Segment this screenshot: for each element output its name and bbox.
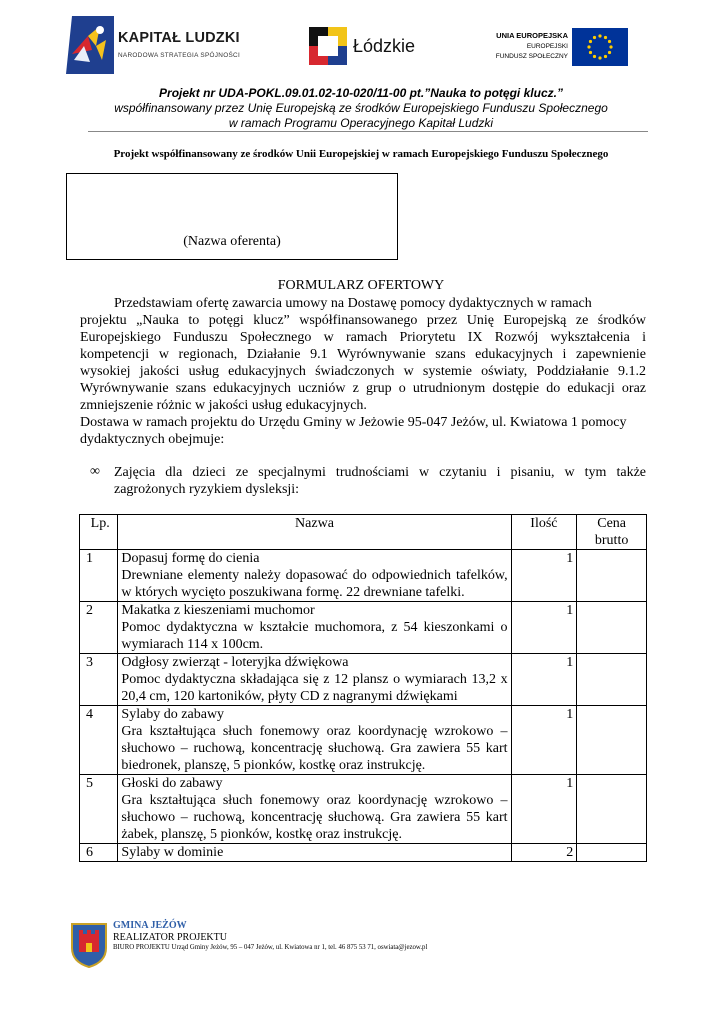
eu-star-icon: [604, 36, 607, 39]
eu-star-icon: [589, 40, 592, 43]
bullet-infinity-icon: ∞: [90, 464, 100, 479]
item-title: Sylaby w dominie: [121, 845, 224, 860]
table-header-row: [80, 515, 647, 550]
footer-gmina-name: GMINA JEŻÓW: [113, 920, 187, 931]
item-title: Dopasuj formę do cienia: [121, 551, 260, 566]
gmina-crest-icon: [70, 922, 108, 968]
bullet-line: Zajęcia dla dzieci ze specjalnymi trudnościami w czytaniu i pisaniu, w tym także: [114, 465, 646, 480]
header-lp: Lp.: [80, 515, 118, 550]
item-title: Makatka z kieszeniami muchomor: [121, 603, 315, 618]
delivery-line: dydaktycznych obejmuje:: [80, 432, 225, 447]
eu-star-icon: [609, 45, 612, 48]
row-name: [118, 775, 511, 844]
row-lp: 1: [80, 550, 118, 602]
item-description: Gra kształtująca słuch fonemowy oraz koordynację wzrokowo – słuchowo – ruchową, koncentrację słuchową. Gra zawiera 55 kart biedronek, planszę, 5 pionków, kostkę oraz instrukcję.: [121, 724, 508, 773]
row-price[interactable]: [577, 706, 647, 775]
footer-role: REALIZATOR PROJEKTU: [113, 932, 227, 943]
row-price[interactable]: [577, 602, 647, 654]
eu-star-icon: [593, 55, 596, 58]
row-lp: 4: [80, 706, 118, 775]
row-price[interactable]: [577, 654, 647, 706]
header-name: Nazwa: [118, 515, 511, 550]
intro-line: projektu „Nauka to potęgi klucz” współfinansowanego przez Unię Europejską ze środków: [80, 313, 646, 328]
row-quantity: 1: [511, 706, 577, 775]
lodzkie-emblem-icon: [309, 27, 347, 65]
header-quantity: Ilość: [511, 515, 577, 550]
item-title: Głoski do zabawy: [121, 776, 223, 791]
intro-line: wysokiej jakości usług edukacyjnych świadczonych w systemie oświaty, Poddziałanie 9.1.2: [80, 364, 646, 379]
kapital-ludzki-emblem-icon: [66, 16, 114, 74]
eu-star-icon: [593, 36, 596, 39]
intro-line: zmniejszenie różnic w jakości usług edukacyjnych.: [80, 398, 367, 413]
eu-star-icon: [608, 51, 611, 54]
eu-star-icon: [587, 45, 590, 48]
intro-line: Przedstawiam ofertę zawarcia umowy na Dostawę pomocy dydaktycznych w ramach: [114, 296, 592, 311]
eu-star-icon: [589, 51, 592, 54]
eu-star-icon: [598, 56, 601, 59]
table-row: [80, 775, 647, 844]
project-programme-line: w ramach Programu Operacyjnego Kapitał Ludzki: [228, 116, 494, 130]
item-description: Gra kształtująca słuch fonemowy oraz koordynację wzrokowo – słuchowo – ruchową, koncentrację słuchową. Gra zawiera 55 kart żabek, planszę, 5 pionków, kostkę oraz instrukcję.: [121, 793, 508, 842]
bullet-line: zagrożonych ryzykiem dysleksji:: [114, 482, 300, 497]
offerer-name-label: (Nazwa oferenta): [183, 234, 281, 249]
footer-address: BIURO PROJEKTU Urząd Gminy Jeżów, 95 – 047 Jeżów, ul. Kwiatowa nr 1, tel. 46 875 53 71, oswiata@jezow.pl: [113, 944, 428, 951]
row-lp: 5: [80, 775, 118, 844]
table-row: [80, 550, 647, 602]
table-row: [80, 602, 647, 654]
project-number-line: Projekt nr UDA-POKL.09.01.02-10-020/11-00 pt.”Nauka to potęgi klucz.”: [159, 86, 563, 100]
form-title: FORMULARZ OFERTOWY: [277, 278, 445, 293]
row-name: [118, 706, 511, 775]
kapital-ludzki-subtitle: NARODOWA STRATEGIA SPÓJNOŚCI: [118, 52, 241, 59]
lodzkie-logo: [309, 27, 429, 67]
eu-star-icon: [608, 40, 611, 43]
delivery-line: Dostawa w ramach projektu do Urzędu Gminy w Jeżowie 95-047 Jeżów, ul. Kwiatowa 1 pomocy: [80, 415, 627, 430]
item-description: Pomoc dydaktyczna składająca się z 12 plansz o wymiarach 13,2 x 20,4 cm, 120 kartoników, płyty CD z nagranymi dźwiękami: [121, 672, 508, 704]
intro-line: Europejskiego Funduszu Społecznego w ramach Priorytetu IX Rozwój wykształcenia i: [80, 330, 646, 345]
row-name: [118, 844, 511, 862]
row-lp: 2: [80, 602, 118, 654]
row-price[interactable]: [577, 775, 647, 844]
row-price[interactable]: [577, 844, 647, 862]
row-quantity: 1: [511, 654, 577, 706]
table-row: [80, 706, 647, 775]
row-price[interactable]: [577, 550, 647, 602]
row-quantity: 1: [511, 602, 577, 654]
row-quantity: 2: [511, 844, 577, 862]
eu-star-icon: [604, 55, 607, 58]
row-quantity: 1: [511, 775, 577, 844]
item-description: Drewniane elementy należy dopasować do odpowiednich tafelków, w których wycięto poszukiwana formę. 22 drewniane tafelki.: [121, 568, 508, 600]
cofinancing-note: Projekt współfinansowany ze środków Unii Europejskiej w ramach Europejskiego Funduszu Społecznego: [113, 148, 609, 160]
row-lp: 6: [80, 844, 118, 862]
header-price: Cena brutto: [577, 515, 647, 550]
project-cofinancing-line: współfinansowany przez Unię Europejską ze środków Europejskiego Funduszu Społecznego: [114, 101, 608, 115]
kapital-ludzki-title: KAPITAŁ LUDZKI: [118, 30, 240, 46]
eu-line-1: UNIA EUROPEJSKA: [496, 31, 568, 40]
eu-star-icon: [598, 34, 601, 37]
item-title: Odgłosy zwierząt - loteryjka dźwiękowa: [121, 655, 349, 670]
row-lp: 3: [80, 654, 118, 706]
table-row: [80, 844, 647, 862]
lodzkie-name: Łódzkie: [353, 36, 416, 56]
eu-line-2: EUROPEJSKI: [526, 43, 568, 50]
intro-line: Wyrównywanie szans edukacyjnych uczniów z grup o utrudnionym dostępie do edukacji oraz: [80, 381, 646, 396]
eu-line-3: FUNDUSZ SPOŁECZNY: [495, 53, 568, 60]
item-description: Pomoc dydaktyczna w kształcie muchomora, z 54 kieszonkami o wymiarach 114 x 100cm.: [121, 620, 508, 652]
kapital-ludzki-logo: [66, 16, 266, 74]
row-name: [118, 602, 511, 654]
item-title: Sylaby do zabawy: [121, 707, 225, 722]
row-name: [118, 550, 511, 602]
intro-line: kompetencji w regionach, Działanie 9.1 Wyrównywanie szans edukacyjnych i zapewnienie: [80, 347, 646, 362]
row-name: [118, 654, 511, 706]
eu-logo: [483, 28, 628, 68]
products-table: [79, 514, 647, 862]
header-divider: [88, 131, 648, 132]
table-row: [80, 654, 647, 706]
row-quantity: 1: [511, 550, 577, 602]
eu-flag-icon: [572, 28, 628, 66]
